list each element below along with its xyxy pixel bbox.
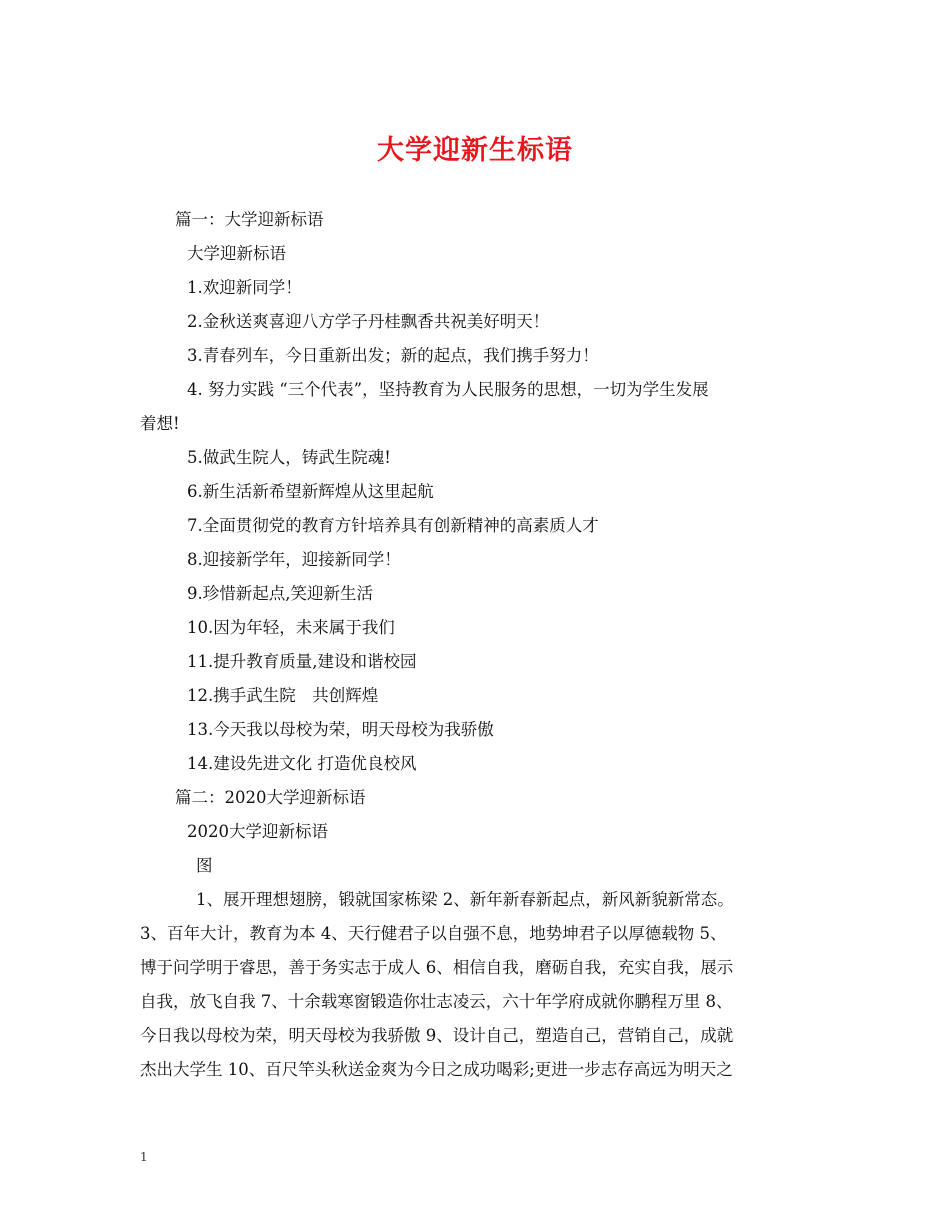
paragraph-line: 自我，放飞自我 7、十余载寒窗锻造你壮志凌云，六十年学府成就你鹏程万里 8、 [140,992,733,1011]
slogan-line: 着想! [140,414,180,433]
slogan-line: 7.全面贯彻党的教育方针培养具有创新精神的高素质人才 [187,516,599,535]
section-heading: 篇二：2020大学迎新标语 [175,788,366,807]
page-number: 1 [140,1150,148,1164]
slogan-line: 13.今天我以母校为荣，明天母校为我骄傲 [187,720,494,739]
slogan-line: 2.金秋送爽喜迎八方学子丹桂飘香共祝美好明天！ [187,312,550,331]
slogan-line: 10.因为年轻，未来属于我们 [187,618,395,637]
slogan-line: 9.珍惜新起点,笑迎新生活 [187,584,373,603]
slogan-line: 6.新生活新希望新辉煌从这里起航 [187,482,434,501]
paragraph-line: 今日我以母校为荣，明天母校为我骄傲 9、设计自己，塑造自己，营销自己，成就 [140,1026,734,1045]
slogan-line: 1.欢迎新同学！ [187,278,302,297]
paragraph-line: 3、百年大计，教育为本 4、天行健君子以自强不息，地势坤君子以厚德载物 5、 [140,924,727,943]
subheading: 2020大学迎新标语 [187,822,328,841]
section-heading: 篇一：大学迎新标语 [175,210,324,229]
slogan-line: 4. 努力实践 “三个代表”，坚持教育为人民服务的思想，一切为学生发展 [187,380,709,399]
slogan-line: 11.提升教育质量,建设和谐校园 [187,652,417,671]
paragraph-line: 博于问学明于睿思，善于务实志于成人 6、相信自我，磨砺自我，充实自我，展示 [140,958,734,977]
slogan-line: 8.迎接新学年，迎接新同学！ [187,550,401,569]
slogan-line: 12.携手武生院 共创辉煌 [187,686,379,705]
image-label: 图 [196,856,213,875]
paragraph-line: 杰出大学生 10、百尺竿头秋送金爽为今日之成功喝彩;更进一步志存高远为明天之 [140,1060,733,1079]
document-title: 大学迎新生标语 [377,135,573,166]
paragraph-line: 1、展开理想翅膀，锻就国家栋梁 2、新年新春新起点，新风新貌新常态。 [196,890,734,909]
slogan-line: 3.青春列车，今日重新出发；新的起点，我们携手努力！ [187,346,599,365]
slogan-line: 5.做武生院人，铸武生院魂! [187,448,391,467]
subheading: 大学迎新标语 [187,244,286,263]
slogan-line: 14.建设先进文化 打造优良校风 [187,754,417,773]
